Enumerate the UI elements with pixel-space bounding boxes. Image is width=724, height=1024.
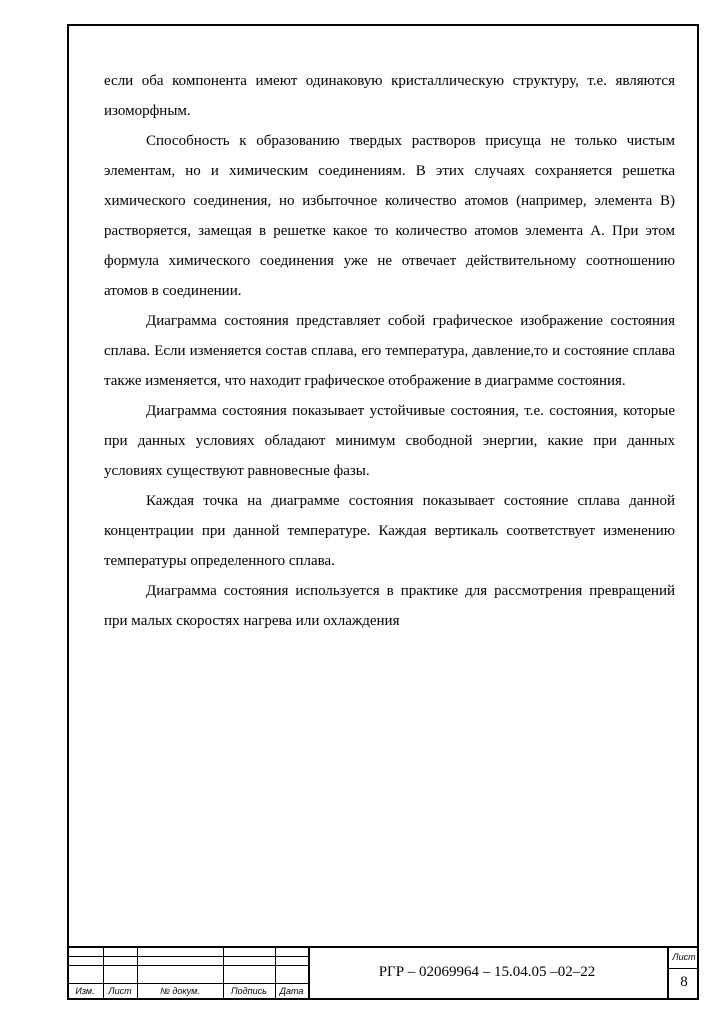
sheet-label: Лист — [672, 952, 696, 962]
stamp-label-list: Лист — [108, 986, 132, 996]
document-code: РГР – 02069964 – 15.04.05 –02–22 — [378, 964, 596, 980]
stamp-label-date: Дата — [279, 986, 304, 996]
paragraph-6: Диаграмма состояния используется в практике для рассмотрения превращений при малых скоростях нагрева или охлаждения — [104, 583, 675, 629]
stamp-label-sign: Подпись — [231, 986, 267, 996]
paragraph-3: Диаграмма состояния представляет собой графическое изображение состояния сплава. Если изменяется состав сплава, его температура, давление,то и состояние сплава также изменяется, что находит графическое отображение в диаграмме состояния. — [104, 313, 675, 389]
paragraph-2: Способность к образованию твердых растворов присуща не только чистым элементам, но и химическим соединениям. В этих случаях сохраняется решетка химического соединения, но избыточное количество атомов (например, элемента B) растворяется, замещая в решетке какое то количество атомов элемента A. При этом формула химического соединения уже не отвечает действительному соотношению атомов в соединении. — [104, 133, 675, 299]
paragraph-5: Каждая точка на диаграмме состояния показывает состояние сплава данной концентрации при данной температуре. Каждая вертикаль соответствует изменению температуры определенного сплава. — [104, 493, 675, 569]
stamp-label-doc: № докум. — [160, 986, 200, 996]
paragraph-1: если оба компонента имеют одинаковую кристаллическую структуру, т.е. являются изоморфным. — [104, 73, 675, 119]
paragraph-4: Диаграмма состояния показывает устойчивые состояния, т.е. состояния, которые при данных условиях обладают минимум свободной энергии, какие при данных условиях существуют равновесные фазы. — [104, 403, 675, 479]
stamp-label-izm: Изм. — [75, 986, 95, 996]
stamp-sheet-divider — [669, 968, 699, 969]
sheet-number: 8 — [680, 974, 688, 990]
title-block-stamp — [67, 946, 699, 1000]
document-body — [104, 66, 675, 636]
